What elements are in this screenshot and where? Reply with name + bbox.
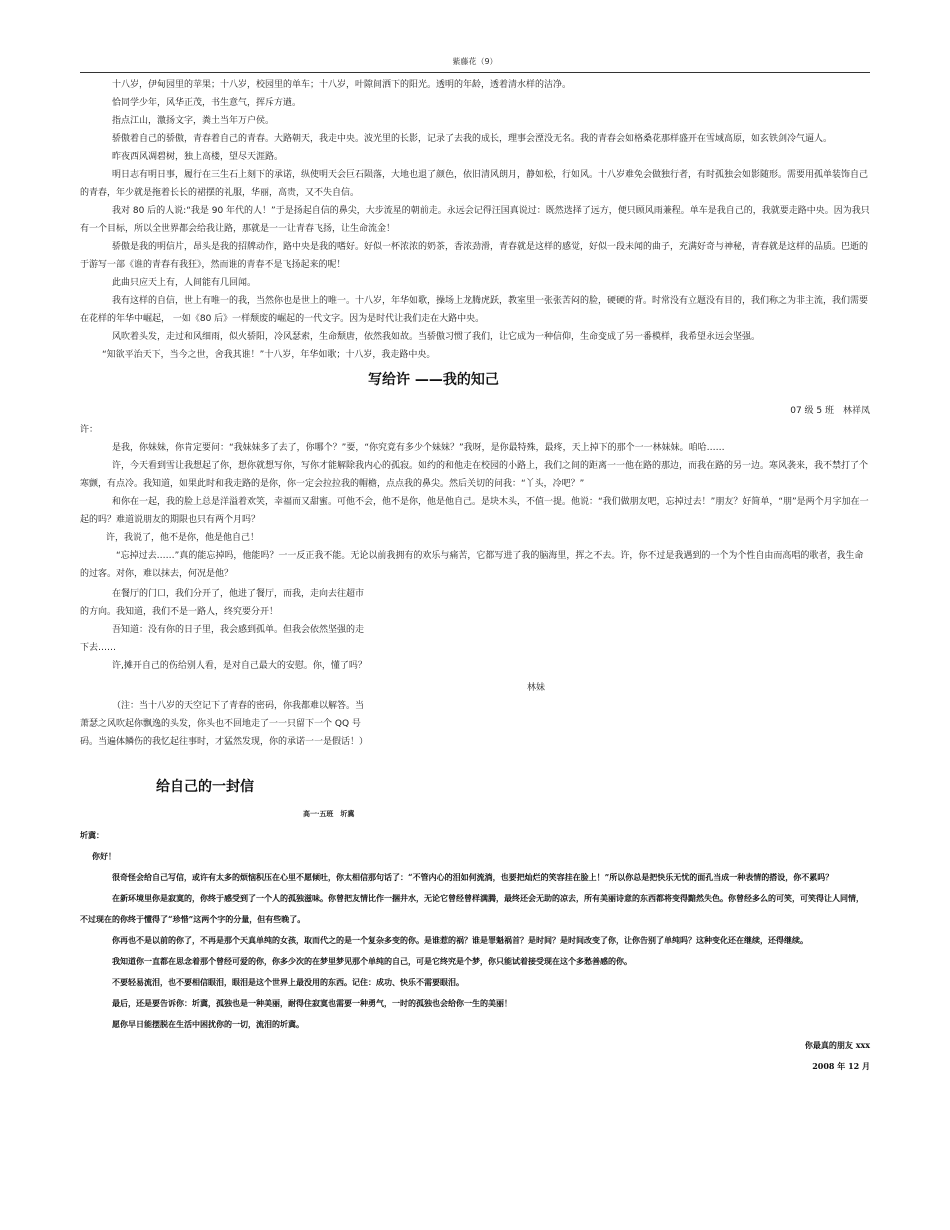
paragraph: 昨夜西风凋碧树，独上高楼，望尽天涯路。: [112, 152, 284, 162]
paragraph: 此曲只应天上有，人间能有几回闻。: [112, 278, 257, 288]
paragraph: 是我，你妹妹，你肯定要问：“我妹妹多了去了，你哪个？”要，“你究竟有多少个妹妹？”我呀，是你最特殊，最疼，天上掉下的那个一一林妹妹。咱哈……: [112, 443, 725, 453]
paragraph: 吾知道：没有你的日子里，我会感到孤单。但我会依然坚强的走下去……: [80, 625, 365, 653]
paragraph: 我知道你一直都在思念着那个曾经可爱的你，你多少次的在梦里梦见那个单纯的自己，可是它终究是个梦，你只能试着接受现在这个多愁善感的你。: [112, 956, 632, 966]
paragraph: 最后，还是要告诉你：圻冀，孤独也是一种美丽，耐得住寂寞也需要一种勇气，一时的孤独也会给你一生的美丽！: [112, 998, 512, 1008]
paragraph: “忘掉过去……”真的能忘掉吗，他能吗？一一反正我不能。无论以前我拥有的欢乐与痛苦，它都写进了我的脑海里，挥之不去。许，你不过是我遇到的一个为个性自由而高唱的歌者，我生命的过客。对你，难以抹去，何况是他？: [80, 551, 864, 579]
paragraph: 骄傲是我的明信片，昂头是我的招牌动作，路中央是我的嗜好。好似一杯浓浓的奶茶，香浓劲滑，青春就是这样的感觉，好似一段未闻的曲子，充满好奇与神秘，青春就是这样的品质。巴逝的于游写一部《谁的青春有我狂》，然而谁的青春不是飞扬起来的呢！: [80, 242, 869, 270]
section-letter-to-self: [80, 825, 870, 1077]
paragraph: 恰同学少年，风华正茂，书生意气，挥斥方遒。: [112, 98, 302, 108]
closing: 你最真的朋友 xxx: [804, 1040, 870, 1050]
byline: 07 级 5 班 林祥凤: [790, 406, 870, 416]
signature: 林妹: [527, 683, 546, 693]
paragraph: 许，今天看到雪让我想起了你，想你就想写你，写你才能解除我内心的孤寂。如约的和他走在校园的小路上，我们之间的距离一一他在路的那边，而我在路的另一边。寒风袭来，我不禁打了个寒颤，有点冷。我知道，如果此时和我走路的是你，你一定会拉拉我的帽檐，点点我的鼻尖。然后关切的问我：“丫头，冷吧？”: [80, 461, 869, 489]
header-rule: [80, 72, 870, 73]
paragraph: 我对 80 后的人说:“我是 90 年代的人！”于是扬起自信的鼻尖，大步流星的朝前走。永远会记得汪国真说过：既然选择了远方，便只顾风雨兼程。单车是我自己的，我就要走路中央。因为我只有一个目标，所以全世界都会给我让路，那就是一一让青春飞扬，让生命流金！: [80, 206, 870, 234]
paragraph: 愿你早日能摆脱在生活中困扰你的一切，流泪的圻冀。: [112, 1019, 304, 1029]
section-youth-essay: [80, 76, 870, 364]
paragraph: 在餐厅的门口，我们分开了，他进了餐厅，而我，走向去往超市的方向。我知道，我们不是一路人，终究要分开！: [80, 589, 365, 617]
date: 2008 年 12 月: [812, 1061, 870, 1071]
paragraph: 你再也不是以前的你了，不再是那个天真单纯的女孩，取而代之的是一个复杂多变的你。是谁惹的祸？谁是罪魁祸首？是时间？是时间改变了你，让你告别了单纯吗？这种变化还在继续，还得继续。: [112, 935, 808, 945]
section-title: 给自己的一封信: [156, 779, 254, 795]
note: [80, 697, 372, 751]
byline: 高一·五班 圻冀: [303, 809, 355, 818]
paragraph: 不要轻易流泪，也不要相信眼泪，眼泪是这个世界上最没用的东西。记住：成功、快乐不需要眼泪。: [112, 977, 464, 987]
salutation: 许：: [80, 425, 99, 435]
paragraph: 在新环境里你是寂寞的，你终于感受到了一个人的孤独滋味。你曾把友情比作一捆井水，无论它曾经曾样满腾，最终还会无助的凉去，所有美丽诗意的东西都将变得黯然失色。你曾经多么的可笑，可笑得让人同情，不过现在的你终于懂得了“珍惜”这两个字的分量，但有些晚了。: [80, 893, 864, 924]
salutation: 圻冀：: [80, 830, 104, 840]
greeting: 你好！: [92, 851, 116, 861]
paragraph: 我有这样的自信，世上有唯一的我，当然你也是世上的唯一。十八岁，年华如歌，操场上龙腾虎跃，教室里一张张苦闷的脸，硬硬的背。时常没有立题没有目的，我们称之为非主流，我们需要在花样的年华中崛起， 一如《80 后》一样颓废的崛起的一代文字。因为是时代让我们走在大路中央。: [80, 296, 869, 324]
paragraph: （注：当十八岁的天空记下了青春的密码，你我都难以解答。当萧瑟之风吹起你飘逸的头发，你头也不回地走了一一只留下一个 QQ 号码。当遍体鳞伤的我忆起往事时，才猛然发现，你的承诺一一是假话！）: [80, 701, 369, 747]
page-header: 紫藤花（9）: [452, 57, 498, 66]
paragraph: 许，我说了，他不是你，他是他自己！: [106, 533, 260, 543]
section-letter-to-xu: [80, 421, 870, 583]
paragraph: 和你在一起，我的脸上总是洋溢着欢笑，幸福而又甜蜜。可他不会，他不是你，他是他自己。是块木头，不值一提。他说：“我们做朋友吧，忘掉过去！”朋友？好简单，“朋”是两个月字加在一起的吗？难道说朋友的期限也只有两个月吗？: [80, 497, 869, 525]
section-title: 写给许 ——我的知己: [368, 372, 499, 388]
paragraph: 风吹着头发，走过和风细雨，似火骄阳，冷风瑟索，生命颓唐，依然我如故。当骄傲习惯了我们，让它成为一种信仰，生命变成了另一番模样，我希望永远会坚强。: [112, 332, 761, 342]
paragraph: 很奇怪会给自己写信，或许有太多的烦恼积压在心里不愿倾吐，你太相信那句话了：“不管内心的泪如何流淌，也要把灿烂的笑容挂在脸上！”所以你总是把快乐无忧的面孔当成一种表情的搭设，你不累吗？: [112, 872, 834, 882]
paragraph: 明日志有明日事，履行在三生石上刻下的承诺，纵使明天会巨石陨落，大地也退了颜色，依旧清风朗月，静如松，行如风。十八岁难免会做独行者，有时孤独会如影随形。需要用孤单装饰自己的青春，年少就是拖着长长的裙摆的礼服，华丽，高贵，又不失自信。: [80, 170, 869, 198]
paragraph: 十八岁，伊甸园里的苹果；十八岁，校园里的单车；十八岁，叶隙间洒下的阳光。透明的年龄，透着清水样的洁净。: [112, 80, 572, 90]
paragraph: 许,摊开自己的伤给别人看，是对自己最大的安慰。你，懂了吗？: [112, 661, 367, 671]
paragraph: “知欲平治天下，当今之世，舍我其谁！”十八岁，年华如歌；十八岁，我走路中央。: [102, 350, 436, 360]
narrow-column: [80, 585, 372, 675]
paragraph: 指点江山，激扬文字，粪土当年万户侯。: [112, 116, 275, 126]
paragraph: 骄傲着自己的骄傲，青春着自己的青春。大路朝天，我走中央。波光里的长影，记录了去我的成长，理事会湮没无名。我的青春会如格桑花那样盛开在雪域高原，如玄铁剑冷气逼人。: [112, 134, 833, 144]
